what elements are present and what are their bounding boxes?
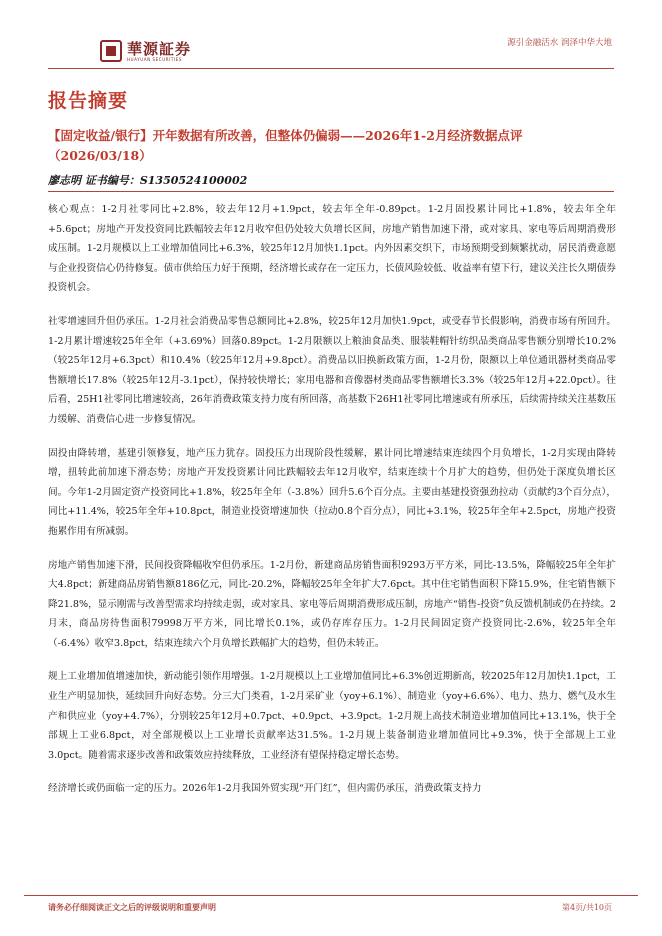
report-heading: 报告摘要 [48, 90, 129, 112]
logo-subtext: HUAYUAN SECURITIES [127, 56, 182, 62]
logo-text: 華源証券 [127, 39, 192, 58]
header-slogan: 源引金融活水 润泽中华大地 [507, 38, 612, 48]
page-header [0, 0, 662, 72]
footer-disclaimer: 请务必仔细阅读正文之后的评级说明和重要声明 [48, 902, 216, 912]
logo-icon [100, 40, 122, 62]
paragraph-outlook: 经济增长或仍面临一定的压力。2026年1-2月我国外贸实现“开门红”，但内需仍承压，消费政策支持力 [48, 783, 482, 795]
company-logo [100, 40, 191, 62]
header-divider [48, 68, 614, 69]
paragraph-industry: 规上工业增加值增速加快，新动能引领作用增强。1-2月规模以上工业增加值同比+6.3%创近期新高，较2025年12月加快1.1pct，工业生产明显加快，延续回升向好态势。分三大门类看，1-2月采矿业（yoy+6.1%）、制造业（yoy+6.6%）、电力、热力、燃气及水生产和供应业（yoy+4.7%），分别较25年12月+0.7pct、+0.9pct、+3.9pct。1-2月规上高技术制造业增加值同比+13.1%，快于全部规上工业6.8pct，对全部规模以上工业增长贡献率达31.5%。1-2月规上装备制造业增加值同比+9.3%，快于全部规上工业3.0pct。随着需求逐步改善和政策效应持续释放，工业经济有望保持稳定增长态势。 [48, 671, 616, 761]
body-content [48, 200, 616, 813]
paragraph-investment: 固投由降转增，基建引领修复，地产压力犹存。固投压力出现阶段性缓解，累计同比增速结束连续四个月负增长，1-2月实现由降转增，扭转此前加速下滑态势；房地产开发投资累计同比跌幅较去年12月收窄，结束连续十个月扩大的趋势，但仍处于深度负增长区间。今年1-2月固定资产投资同比+1.8%，较25年全年（-3.8%）回升5.6个百分点。主要由基建投资强劲拉动（贡献约3个百分点），同比+11.4%，较25年全年+10.8pct，制造业投资增速加快（拉动0.8个百分点），同比+3.1%，较25年全年+2.5pct，房地产投资拖累作用有所减弱。 [48, 447, 616, 537]
paragraph-core-view: 核心观点：1-2月社零同比+2.8%，较去年12月+1.9pct，较去年全年-0.89pct。1-2月固投累计同比+1.8%，较去年全年+5.6pct；房地产开发投资同比跌幅较去年12月收窄但仍处较大负增长区间，房地产销售加速下滑，或对家具、家电等后周期消费形成压制。1-2月规模以上工业增加值同比+6.3%，较25年12月加快1.1pct。内外因素交织下，市场预期受到频繁扰动，居民消费意愿与企业投资信心仍待修复。债市供给压力好于预期，经济增长或存在一定压力，长债风险较低、收益率有望下行，建议关注长久期债券投资机会。 [48, 204, 616, 294]
paragraph-real-estate: 房地产销售加速下滑，民间投资降幅收窄但仍承压。1-2月份，新建商品房销售面积9293万平方米，同比-13.5%，降幅较25年全年扩大4.8pct；新建商品房销售额8186亿元，同比-20.2%，降幅较25年全年扩大7.6pct。其中住宅销售面积下降15.9%，住宅销售额下降21.8%，显示刚需与改善型需求均持续走弱，或对家具、家电等后周期消费形成压制，房地产“销售-投资”负反馈机制或仍在持续。2月末，商品房待售面积79998万平方米，同比增长0.1%，或仍存库存压力。1-2月民间固定资产投资同比-2.6%，较25年全年（-6.4%）收窄3.8pct，结束连续六个月负增长跌幅扩大的趋势，但仍未转正。 [48, 559, 616, 649]
paragraph-retail: 社零增速回升但仍承压。1-2月社会消费品零售总额同比+2.8%，较25年12月加快1.9pct，或受春节长假影响，消费市场有所回升。1-2月累计增速较25年全年（+3.69%）回落0.89pct。1-2月限额以上粮油食品类、服装鞋帽针纺织品类商品零售额分别增长10.2%（较25年12月+6.3pct）和10.4%（较25年12月+9.8pct）。消费品以旧换新政策方面，1-2月份，限额以上单位通讯器材类商品零售额增长17.8%（较25年12月-3.1pct），保持较快增长；家用电器和音像器材类商品零售额增长3.3%（较25年12月+22.0pct）。往后看，25H1社零同比增速较高，26年消费政策支持力度有所回落，高基数下26H1社零同比增速或有所承压，后续需持续关注基数压力缓解、消费信心进一步修复情况。 [48, 315, 616, 425]
page-number: 第4页/共10页 [562, 903, 612, 912]
author-line: 廖志明 证书编号：S1350524100002 [48, 174, 248, 187]
document-title: 【固定收益/银行】开年数据有所改善，但整体仍偏弱——2026年1-2月经济数据点评（2026/03/18） [48, 128, 523, 163]
footer-divider [24, 895, 638, 896]
author-divider [48, 191, 614, 192]
